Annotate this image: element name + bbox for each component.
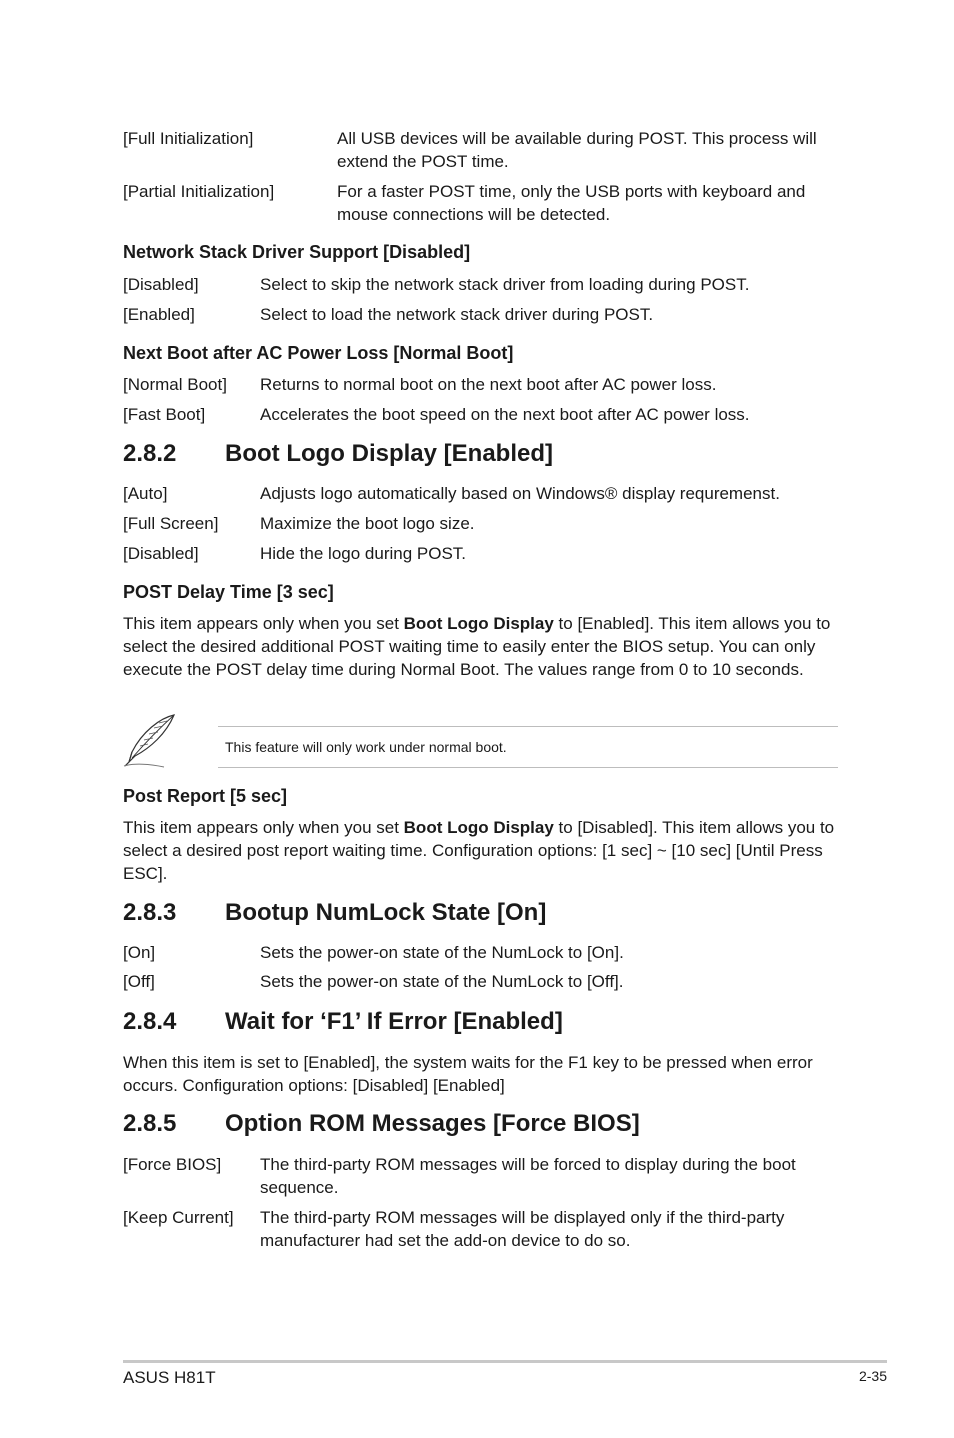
option-desc: Accelerates the boot speed on the next boot after AC power loss. — [260, 405, 750, 424]
wait-f1-paragraph: When this item is set to [Enabled], the system waits for the F1 key to be pressed when error occurs. Configuration options: [Disabled] [Enabled] — [123, 1053, 813, 1095]
note-box — [218, 726, 838, 768]
section-title: Boot Logo Display [Enabled] — [225, 440, 553, 467]
section-title: Wait for ‘F1’ If Error [Enabled] — [225, 1008, 563, 1035]
option-desc: Sets the power-on state of the NumLock to [Off]. — [260, 972, 624, 991]
option-key: [Partial Initialization] — [123, 182, 275, 201]
footer-page-number: 2-35 — [858, 1368, 887, 1384]
paragraph-bold-term: Boot Logo Display — [403, 614, 554, 633]
footer-divider — [123, 1360, 887, 1363]
section-number: 2.8.3 — [123, 899, 177, 926]
option-desc: Adjusts logo automatically based on Windows® display requremenst. — [260, 484, 780, 503]
paragraph-text: to [Disabled]. This item allows you to select a desired post report waiting time. Configuration options: [1 sec] ~ [10 sec] [Until Press ESC]. — [123, 818, 835, 883]
pen-icon — [120, 712, 182, 770]
footer-product-name: ASUS H81T — [123, 1368, 216, 1387]
option-desc: All USB devices will be available during POST. This process will extend the POST time. — [337, 129, 817, 171]
post-report-heading: Post Report [5 sec] — [123, 786, 288, 806]
paragraph-text: to [Enabled]. This item allows you to select the desired additional POST waiting time to easily enter the BIOS setup. You can only execute the POST delay time during Normal Boot. The values range from 0 to 10 seconds. — [123, 614, 831, 679]
note-text: This feature will only work under normal boot. — [225, 739, 507, 755]
network-stack-heading: Network Stack Driver Support [Disabled] — [123, 242, 471, 262]
option-desc: Sets the power-on state of the NumLock to [On]. — [260, 943, 624, 962]
option-key: [Normal Boot] — [123, 375, 227, 394]
option-key: [Full Initialization] — [123, 129, 254, 148]
post-report-paragraph — [123, 816, 838, 885]
option-key: [Disabled] — [123, 275, 199, 294]
option-key: [Full Screen] — [123, 514, 219, 533]
option-key: [Disabled] — [123, 544, 199, 563]
paragraph-bold-term: Boot Logo Display — [403, 818, 554, 837]
option-desc: Hide the logo during POST. — [260, 544, 467, 563]
option-key: [Auto] — [123, 484, 168, 503]
next-boot-heading: Next Boot after AC Power Loss [Normal Boot] — [123, 343, 514, 363]
option-desc: Select to load the network stack driver during POST. — [260, 305, 654, 324]
post-delay-heading: POST Delay Time [3 sec] — [123, 582, 334, 602]
paragraph-text: This item appears only when you set — [123, 614, 404, 633]
option-desc: Returns to normal boot on the next boot after AC power loss. — [260, 375, 717, 394]
post-delay-paragraph — [123, 612, 838, 681]
section-number: 2.8.2 — [123, 440, 177, 467]
option-key: [Keep Current] — [123, 1208, 234, 1227]
section-title: Bootup NumLock State [On] — [225, 899, 547, 926]
section-title: Option ROM Messages [Force BIOS] — [225, 1110, 640, 1137]
option-desc: For a faster POST time, only the USB ports with keyboard and mouse connections will be detected. — [337, 182, 806, 224]
option-desc: The third-party ROM messages will be forced to display during the boot sequence. — [260, 1155, 796, 1197]
option-key: [On] — [123, 943, 156, 962]
paragraph-text: This item appears only when you set — [123, 818, 404, 837]
section-number: 2.8.5 — [123, 1110, 177, 1137]
option-key: [Fast Boot] — [123, 405, 206, 424]
section-number: 2.8.4 — [123, 1008, 177, 1035]
option-desc: Select to skip the network stack driver from loading during POST. — [260, 275, 750, 294]
option-desc: The third-party ROM messages will be displayed only if the third-party manufacturer had set the add-on device to do so. — [260, 1208, 785, 1250]
option-desc: Maximize the boot logo size. — [260, 514, 475, 533]
option-key: [Enabled] — [123, 305, 195, 324]
option-key: [Off] — [123, 972, 155, 991]
option-key: [Force BIOS] — [123, 1155, 222, 1174]
